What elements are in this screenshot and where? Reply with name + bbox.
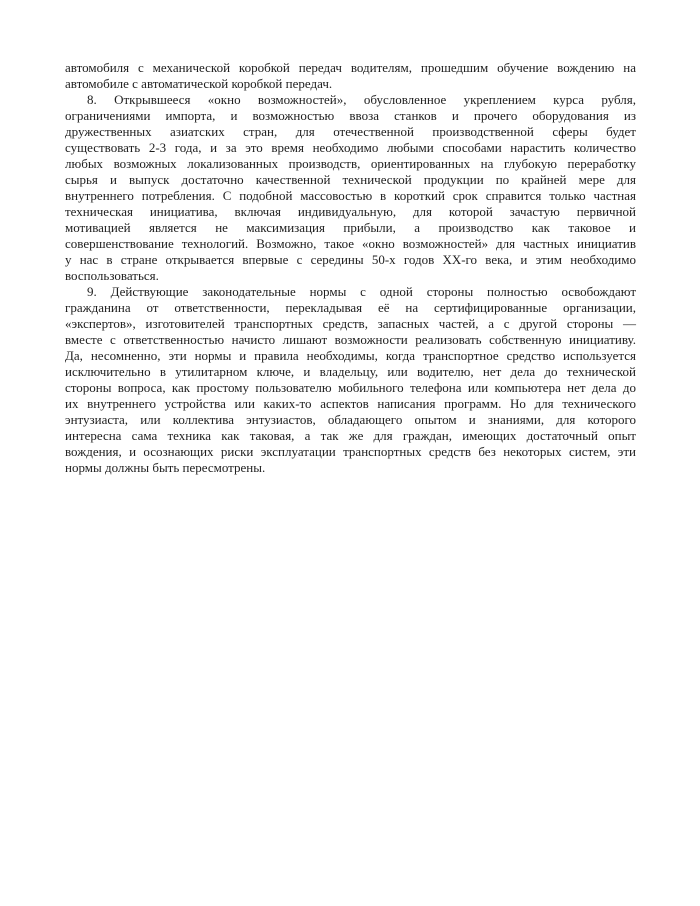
text-line: нормы должны быть пересмотрены. [65, 460, 266, 475]
document-text [65, 60, 636, 476]
text-line: автомобиля с механической коробкой передач водителям, прошедшим обучение вождению на [65, 60, 636, 75]
text-line: мотивацией является не максимизация прибыли, а производство как таковое и [65, 220, 636, 235]
text-line: автомобиле с автоматической коробкой передач. [65, 76, 333, 91]
text-line: 9. Действующие законодательные нормы с одной стороны полностью освобождают [87, 284, 636, 299]
text-line: вместе с ответственностью начисто лишают возможности реализовать собственную инициативу. [65, 332, 636, 347]
text-line: интересна сама техника как таковая, а так же для граждан, имеющих достаточный опыт [65, 428, 636, 443]
text-line: дружественных азиатских стран, для отечественной производственной сферы будет [65, 124, 636, 139]
text-line: их внутреннего устройства или каких-то аспектов написания программ. Но для технического [65, 396, 636, 411]
text-line: стороны вопроса, как простому пользователю мобильного телефона или компьютера нет дела до [65, 380, 636, 395]
text-line: существовать 2-3 года, и за это время необходимо любыми способами нарастить количество [65, 140, 636, 155]
text-line: сырья и выпуск достаточно качественной технической продукции по крайней мере для [65, 172, 636, 187]
text-line: техническая инициатива, включая индивидуальную, для которой зачастую первичной [65, 204, 636, 219]
text-line: внутреннего потребления. С подобной массовостью в короткий срок справится только частная [65, 188, 636, 203]
text-line: ограничениями импорта, и возможностью ввоза станков и прочего оборудования из [65, 108, 636, 123]
text-line: у нас в стране открывается впервые с середины 50-х годов ХХ-го века, и этим необходимо [65, 252, 636, 267]
text-line: исключительно в утилитарном ключе, и владельцу, или водителю, нет дела до технической [65, 364, 636, 379]
text-line: 8. Открывшееся «окно возможностей», обусловленное укреплением курса рубля, [87, 92, 636, 107]
text-line: воспользоваться. [65, 268, 159, 283]
text-line: вождения, и осознающих риски эксплуатации транспортных средств без некоторых систем, эти [65, 444, 636, 459]
text-line: любых возможных локализованных производств, ориентированных на глубокую переработку [65, 156, 636, 171]
text-line: Да, несомненно, эти нормы и правила необходимы, когда транспортное средство используется [65, 348, 636, 363]
text-line: гражданина от ответственности, перекладывая её на сертифицированные организации, [65, 300, 636, 315]
text-line: энтузиаста, или коллектива энтузиастов, обладающего опытом и знаниями, для которого [65, 412, 636, 427]
text-line: совершенствование технологий. Возможно, такое «окно возможностей» для частных инициатив [65, 236, 636, 251]
paragraph [65, 284, 636, 476]
text-line: «экспертов», изготовителей транспортных средств, запасных частей, а с другой стороны — [65, 316, 636, 331]
paragraph [65, 92, 636, 284]
paragraph [65, 60, 636, 92]
